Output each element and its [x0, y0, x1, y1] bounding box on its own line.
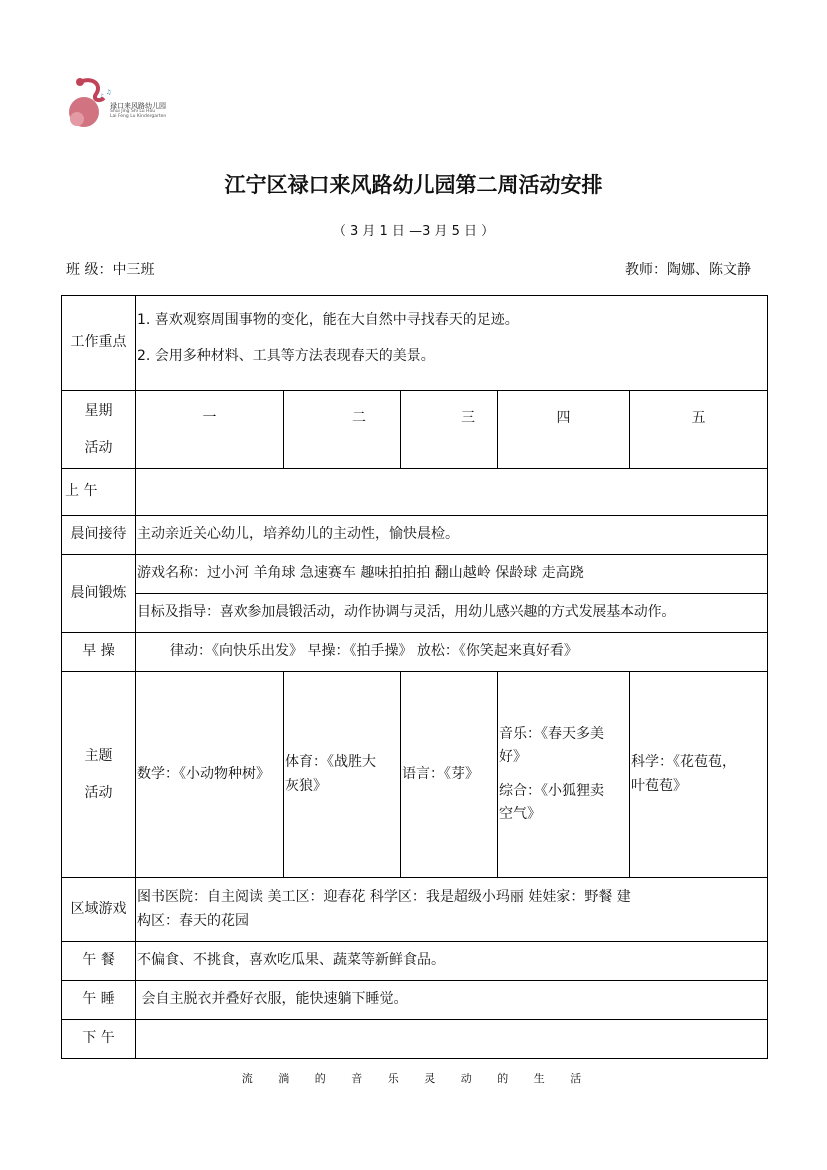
theme-label-bottom: 活动 — [84, 784, 113, 801]
afternoon-row — [62, 1020, 768, 1059]
area-line: 图书医院：自主阅读 美工区：迎春花 科学区：我是超级小玛丽 娃娃家：野餐 建 — [137, 889, 631, 906]
work-focus-row — [62, 296, 768, 391]
work-focus-item: 2. 会用多种材料、工具等方法表现春天的美景。 — [137, 348, 435, 365]
work-focus-label: 工作重点 — [62, 296, 136, 391]
morning-exercise-row — [62, 633, 768, 672]
theme-mon: 数学：《小动物种树》 — [136, 672, 284, 878]
theme-thu-line: 空气》 — [499, 805, 541, 822]
day-mon: 一 — [136, 391, 284, 469]
morning-exercise-content: 律动：《向快乐出发》 早操：《拍手操》 放松：《你笑起来真好看》 — [136, 633, 768, 672]
theme-thu-line: 好》 — [499, 749, 527, 766]
nap-row — [62, 981, 768, 1020]
nap-content: 会自主脱衣并叠好衣服，能快速躺下睡觉。 — [136, 981, 768, 1020]
reception-row — [62, 516, 768, 555]
logo-name-en1: Shui Jing Shi Lu Hou — [110, 109, 156, 115]
exercise-label: 晨间锻炼 — [62, 555, 136, 633]
exercise-goal: 目标及指导：喜欢参加晨锻活动，动作协调与灵活，用幼儿感兴趣的方式发展基本动作。 — [136, 594, 768, 633]
logo-name-cn: 禄口来风路幼儿园 — [110, 102, 166, 110]
theme-thu — [498, 672, 630, 878]
footer-slogan: 流 淌 的 音 乐 灵 动 的 生 活 — [241, 1072, 586, 1085]
teacher-label: 教师：陶娜、陈文静 — [625, 262, 751, 278]
svg-text:♫: ♫ — [106, 89, 112, 96]
theme-row — [62, 672, 768, 878]
theme-fri — [630, 672, 768, 878]
logo-name-en2: Lai Feng Lu Kindergarten — [110, 114, 167, 120]
nap-label: 午 睡 — [62, 981, 136, 1020]
area-content — [136, 878, 768, 942]
lunch-content: 不偏食、不挑食，喜欢吃瓜果、蔬菜等新鲜食品。 — [136, 942, 768, 981]
morning-exercise-label: 早 操 — [62, 633, 136, 672]
exercise-games: 游戏名称：过小河 羊角球 急速赛车 趣味拍拍拍 翻山越岭 保龄球 走高跷 — [136, 555, 768, 594]
week-header-label — [62, 391, 136, 469]
date-range: （ 3 月 1 日 —3 月 5 日 ） — [332, 224, 495, 239]
afternoon-content — [136, 1020, 768, 1059]
lunch-row — [62, 942, 768, 981]
theme-fri-line: 科学：《花苞苞， — [631, 754, 736, 771]
area-line: 构区：春天的花园 — [137, 912, 249, 929]
class-label: 班 级：中三班 — [66, 262, 155, 278]
theme-tue — [284, 672, 401, 878]
theme-tue-line: 体育：《战胜大 — [285, 754, 376, 771]
activity-label: 活动 — [84, 439, 113, 456]
work-focus-item: 1. 喜欢观察周围事物的变化，能在大自然中寻找春天的足迹。 — [137, 312, 519, 328]
theme-fri-line: 叶苞苞》 — [631, 777, 687, 794]
day-tue: 二 — [284, 391, 401, 469]
day-fri: 五 — [630, 391, 768, 469]
theme-thu-line: 音乐：《春天多美 — [499, 726, 604, 743]
theme-thu-line: 综合：《小狐狸卖 — [499, 782, 604, 799]
area-label: 区域游戏 — [62, 878, 136, 942]
theme-label-top: 主题 — [84, 748, 113, 765]
week-header-row — [62, 391, 768, 469]
afternoon-label: 下 午 — [62, 1020, 136, 1059]
theme-label — [62, 672, 136, 878]
area-row — [62, 878, 768, 942]
morning-content — [136, 469, 768, 516]
page-title: 江宁区禄口来风路幼儿园第二周活动安排 — [224, 172, 603, 197]
morning-row — [62, 469, 768, 516]
svg-text:♪: ♪ — [100, 93, 104, 100]
day-wed: 三 — [401, 391, 498, 469]
week-label: 星期 — [84, 403, 113, 420]
reception-content: 主动亲近关心幼儿，培养幼儿的主动性，愉快晨检。 — [136, 516, 768, 555]
theme-wed: 语言：《芽》 — [401, 672, 498, 878]
work-focus-content — [136, 296, 768, 391]
exercise-row-2 — [62, 594, 768, 633]
lunch-label: 午 餐 — [62, 942, 136, 981]
reception-label: 晨间接待 — [62, 516, 136, 555]
logo-text — [110, 103, 166, 120]
day-thu: 四 — [498, 391, 630, 469]
exercise-row-1 — [62, 555, 768, 594]
schedule-table — [61, 295, 768, 1059]
theme-tue-line: 灰狼》 — [285, 777, 327, 794]
morning-label: 上 午 — [62, 469, 136, 516]
